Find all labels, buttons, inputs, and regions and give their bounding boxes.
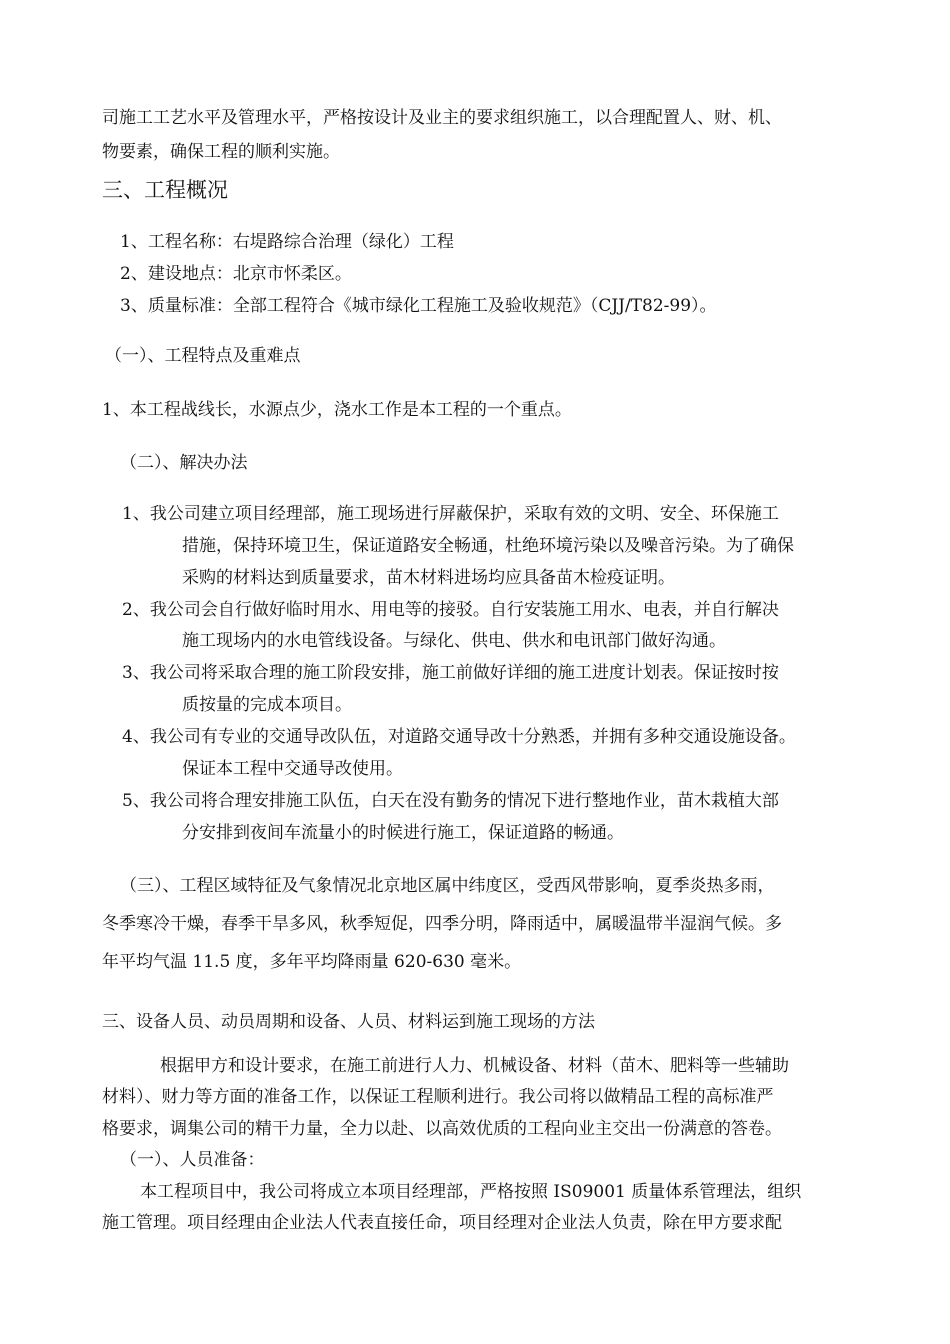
paragraph-line: 物要素，确保工程的顺利实施。 (102, 142, 340, 162)
section-heading: 三、工程概况 (102, 178, 228, 202)
list-item: 5、我公司将合理安排施工队伍，白天在没有勤务的情况下进行整地作业，苗木栽植大部 (122, 791, 779, 811)
list-item: 2、我公司会自行做好临时用水、用电等的接驳。自行安装施工用水、电表，并自行解决 (122, 600, 779, 620)
list-item-continuation: 施工现场内的水电管线设备。与绿化、供电、供水和电讯部门做好沟通。 (182, 631, 726, 651)
list-item-continuation: 采购的材料达到质量要求，苗木材料进场均应具备苗木检疫证明。 (182, 568, 675, 588)
list-item: 1、工程名称：右堤路综合治理（绿化）工程 (120, 232, 454, 252)
list-item: 4、我公司有专业的交通导改队伍，对道路交通导改十分熟悉，并拥有多种交通设施设备。 (122, 727, 796, 747)
subsection-heading: （一）、人员准备： (120, 1150, 265, 1170)
list-item: 2、建设地点：北京市怀柔区。 (120, 264, 352, 284)
list-item-continuation: 措施，保持环境卫生，保证道路安全畅通，杜绝环境污染以及噪音污染。为了确保 (182, 536, 794, 556)
list-item: 3、质量标准：全部工程符合《城市绿化工程施工及验收规范》（CJJ/T82-99）。 (120, 296, 717, 316)
paragraph-line: 材料）、财力等方面的准备工作，以保证工程顺利进行。我公司将以做精品工程的高标准严 (102, 1087, 774, 1107)
list-item: 1、我公司建立项目经理部，施工现场进行屏蔽保护，采取有效的文明、安全、环保施工 (122, 504, 779, 524)
paragraph-line: 冬季寒冷干燥，春季干旱多风，秋季短促，四季分明，降雨适中，属暖温带半湿润气候。多 (102, 914, 782, 934)
list-item-continuation: 保证本工程中交通导改使用。 (182, 759, 403, 779)
paragraph-line: 格要求，调集公司的精干力量，全力以赴、以高效优质的工程向业主交出一份满意的答卷。 (102, 1119, 782, 1139)
paragraph-line: 根据甲方和设计要求，在施工前进行人力、机械设备、材料（苗木、肥料等一些辅助 (160, 1056, 789, 1076)
paragraph-line: 年平均气温 11.5 度，多年平均降雨量 620-630 毫米。 (102, 952, 522, 972)
paragraph-line: 1、本工程战线长，水源点少，浇水工作是本工程的一个重点。 (102, 400, 572, 420)
paragraph-line: 司施工工艺水平及管理水平，严格按设计及业主的要求组织施工，以合理配置人、财、机、 (102, 108, 782, 128)
list-item-continuation: 分安排到夜间车流量小的时候进行施工，保证道路的畅通。 (182, 823, 624, 843)
paragraph-line: 施工管理。项目经理由企业法人代表直接任命，项目经理对企业法人负责，除在甲方要求配 (102, 1213, 782, 1233)
list-item: 3、我公司将采取合理的施工阶段安排，施工前做好详细的施工进度计划表。保证按时按 (122, 663, 779, 683)
subsection-heading: （二）、解决办法 (120, 453, 248, 473)
list-item-continuation: 质按量的完成本项目。 (182, 695, 352, 715)
paragraph-line: 本工程项目中，我公司将成立本项目经理部，严格按照 IS09001 质量体系管理法，组织 (140, 1182, 802, 1202)
subsection-heading: （一）、工程特点及重难点 (105, 346, 301, 366)
paragraph-line: （三）、工程区域特征及气象情况北京地区属中纬度区，受西风带影响，夏季炎热多雨， (120, 876, 775, 896)
section-heading: 三、设备人员、动员周期和设备、人员、材料运到施工现场的方法 (102, 1012, 595, 1032)
